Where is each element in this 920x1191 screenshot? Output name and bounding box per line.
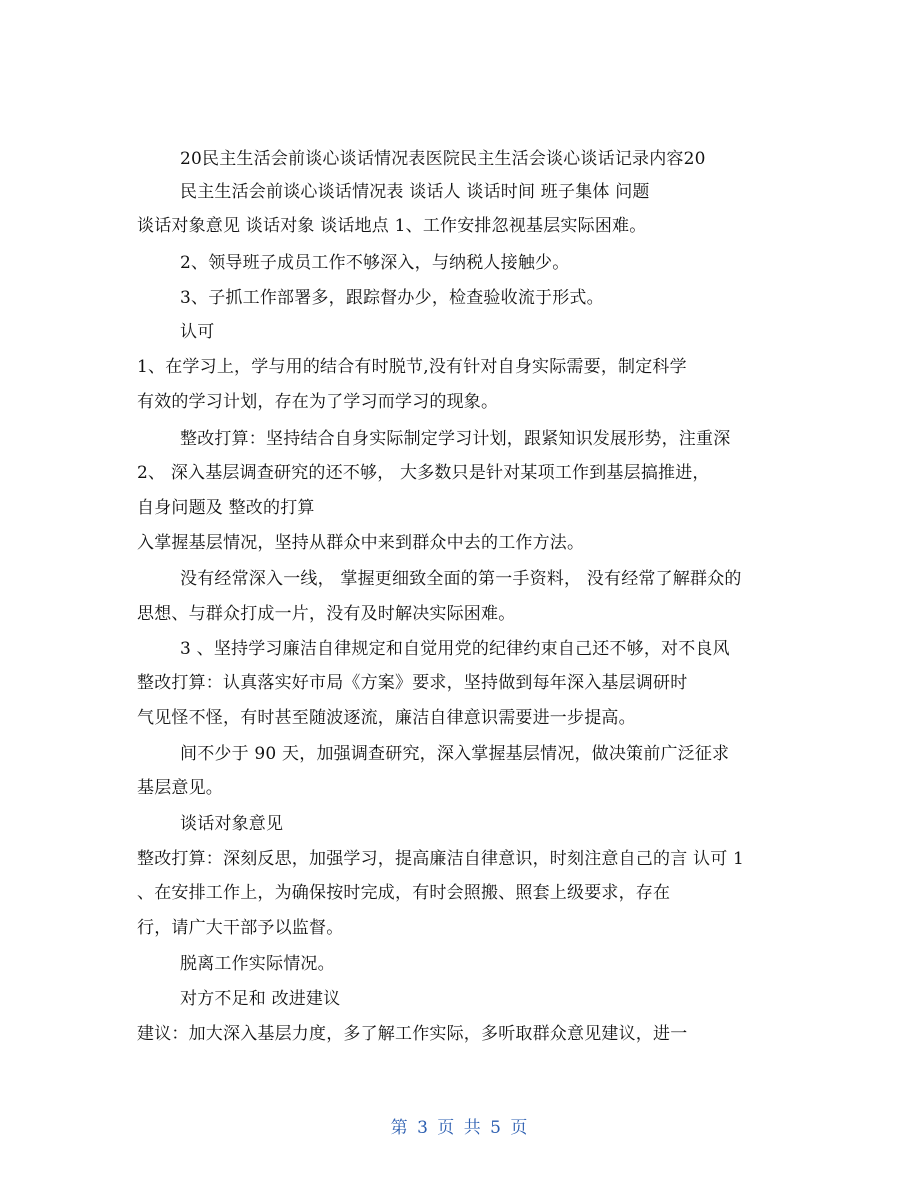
text-line: 、在安排工作上，为确保按时完成，有时会照搬、照套上级要求，存在 [137,883,671,903]
text-line: 基层意见。 [137,778,223,798]
text-line: 民主生活会前谈心谈话情况表 谈话人 谈话时间 班子集体 问题 [180,182,650,202]
page-number: 第 3 页 共 5 页 [390,1118,530,1138]
text-line: 3 、坚持学习廉洁自律规定和自觉用党的纪律约束自己还不够，对不良风 [180,639,730,659]
text-line: 整改打算：认真落实好市局《方案》要求，坚持做到每年深入基层调研时 [137,673,688,693]
text-line: 2、领导班子成员工作不够深入，与纳税人接触少。 [180,253,570,273]
text-line: 谈话对象意见 [180,814,284,834]
text-line: 对方不足和 改进建议 [180,989,341,1009]
text-line: 思想、与群众打成一片，没有及时解决实际困难。 [137,604,516,624]
text-line: 行，请广大干部予以监督。 [137,918,344,938]
text-line: 20民主生活会前谈心谈话情况表医院民主生活会谈心谈话记录内容20 [180,149,706,169]
text-line: 认可 [180,322,215,342]
text-line: 没有经常深入一线， 掌握更细致全面的第一手资料， 没有经常了解群众的 [180,569,742,589]
text-line: 有效的学习计划，存在为了学习而学习的现象。 [137,392,499,412]
text-line: 2、 深入基层调查研究的还不够， 大多数只是针对某项工作到基层搞推进， [137,463,710,483]
text-line: 建议：加大深入基层力度，多了解工作实际，多听取群众意见建议，进一 [137,1024,688,1044]
text-line: 间不少于 90 天，加强调查研究，深入掌握基层情况，做决策前广泛征求 [180,744,730,764]
text-line: 谈话对象意见 谈话对象 谈话地点 1、工作安排忽视基层实际困难。 [137,216,647,236]
text-line: 整改打算：坚持结合自身实际制定学习计划，跟紧知识发展形势，注重深 [180,429,731,449]
text-line: 脱离工作实际情况。 [180,954,335,974]
text-line: 自身问题及 整改的打算 [137,498,315,518]
text-line: 1、在学习上，学与用的结合有时脱节,没有针对自身实际需要，制定科学 [137,357,687,377]
text-line: 入掌握基层情况，坚持从群众中来到群众中去的工作方法。 [137,533,585,553]
text-line: 整改打算：深刻反思，加强学习，提高廉洁自律意识，时刻注意自己的言 认可 1 [137,849,745,869]
text-line: 气见怪不怪，有时甚至随波逐流，廉洁自律意识需要进一步提高。 [137,708,636,728]
text-line: 3、子抓工作部署多，跟踪督办少，检查验收流于形式。 [180,288,604,308]
